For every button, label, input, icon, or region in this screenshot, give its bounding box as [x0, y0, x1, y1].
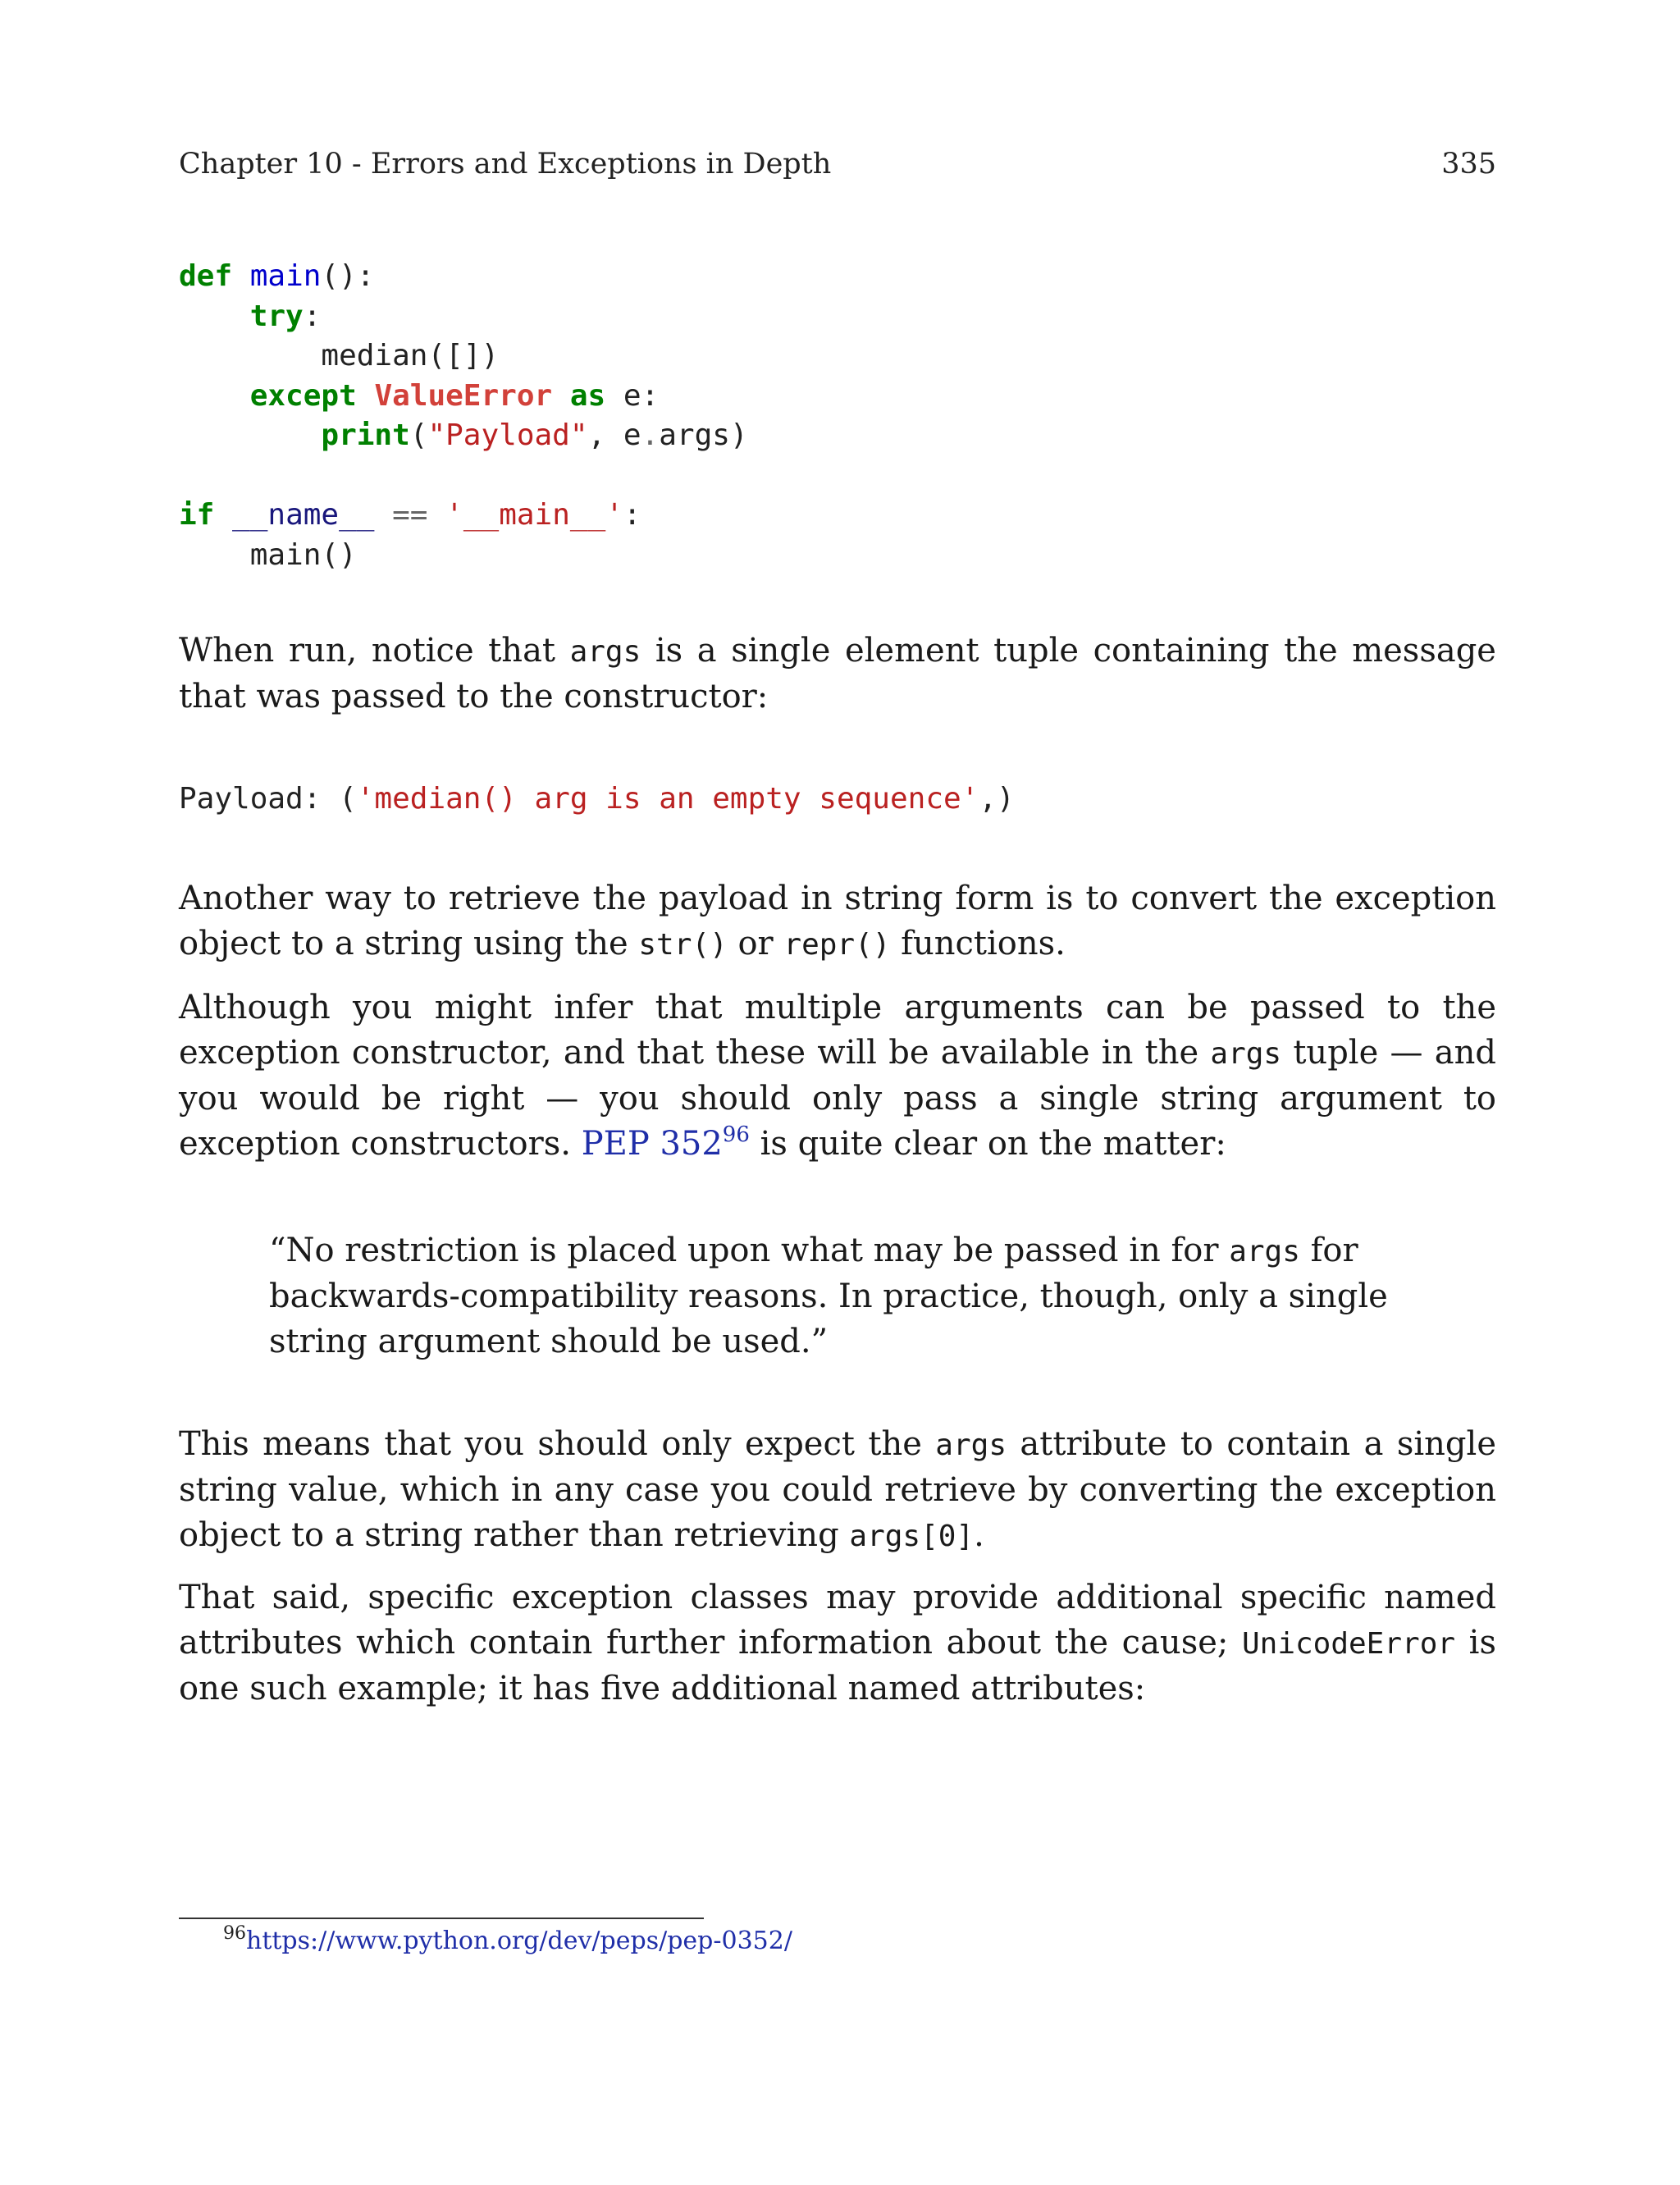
inline-code: args — [1210, 1037, 1282, 1071]
text: tuple — and you would be right — you should only pass a single string argument to exception constructors. — [179, 1034, 1496, 1163]
text: This means that you should only expect the — [179, 1425, 936, 1463]
code-var: e: — [623, 378, 660, 413]
code-line — [179, 336, 748, 377]
inline-code: args — [569, 635, 641, 669]
text: or — [727, 925, 784, 962]
chapter-header: Chapter 10 - Errors and Exceptions in Depth — [179, 148, 832, 181]
code-punct: : — [623, 498, 641, 532]
code-line — [179, 496, 748, 536]
code-var: , e — [587, 418, 641, 452]
output-text: Payload: ( — [179, 782, 357, 816]
text: attribute to contain a single string value, which in any case you could retrieve by converting the exception object to a string rather than retrieving — [179, 1425, 1496, 1554]
pep-link[interactable]: PEP 352 — [581, 1125, 723, 1163]
median-call: median([]) — [321, 339, 500, 373]
keyword-as: as — [569, 378, 606, 413]
inline-code: UnicodeError — [1241, 1627, 1456, 1661]
paragraph-str-repr — [179, 876, 1496, 967]
text: “No restriction is placed upon what may be passed in for — [269, 1232, 1230, 1269]
paragraph-unicode-error — [179, 1575, 1496, 1712]
exception-class: ValueError — [374, 378, 553, 413]
footnote-link[interactable]: https://www.python.org/dev/peps/pep-0352/ — [246, 1927, 792, 1955]
footnote — [223, 1923, 792, 1955]
text: is quite clear on the matter: — [749, 1125, 1226, 1163]
code-line — [179, 257, 748, 297]
text: Although you might infer that multiple arguments can be passed to the exception constructor, and that these will be available in the — [179, 989, 1496, 1072]
builtin-print: print — [321, 418, 410, 452]
keyword-try: try — [249, 299, 304, 333]
text: for backwards-compatibility reasons. In practice, though, only a single string argument should be used.” — [269, 1232, 1388, 1360]
keyword-except: except — [249, 378, 357, 413]
code-line — [179, 416, 748, 456]
text: When run, notice that — [179, 632, 570, 670]
code-string: '__main__' — [445, 498, 623, 532]
text: . — [974, 1516, 984, 1554]
footnote-ref[interactable]: 96 — [722, 1122, 750, 1147]
keyword-def: def — [179, 259, 233, 293]
text: That said, specific exception classes may provide additional specific named attributes which contain further information about the cause; — [179, 1579, 1496, 1662]
blockquote — [269, 1228, 1409, 1364]
inline-code: repr() — [783, 928, 891, 962]
paragraph-single-string — [179, 1422, 1496, 1559]
inline-code: str() — [638, 928, 728, 962]
main-call: main() — [249, 537, 357, 572]
text: is a single element tuple containing the message that was passed to the constructor: — [179, 632, 1496, 715]
dunder-name: __name__ — [232, 498, 375, 532]
page-number: 335 — [1441, 148, 1496, 181]
code-punct: ( — [409, 418, 428, 452]
function-name: main — [249, 259, 322, 293]
inline-code: args[0] — [849, 1520, 975, 1553]
footnote-number: 96 — [223, 1923, 246, 1944]
code-operator: . — [641, 418, 660, 452]
code-punct: (): — [321, 259, 375, 293]
code-punct: : — [303, 299, 322, 333]
output-block — [179, 779, 1015, 819]
inline-code: args — [935, 1428, 1007, 1462]
text: functions. — [890, 925, 1066, 962]
text: is one such example; it has five additional named attributes: — [179, 1624, 1496, 1707]
paragraph-multiple-args — [179, 985, 1496, 1167]
footnote-divider — [179, 1918, 704, 1919]
code-line — [179, 456, 748, 496]
code-operator: == — [392, 498, 428, 532]
paragraph-args-tuple — [179, 629, 1496, 720]
code-attr: args) — [659, 418, 748, 452]
inline-code: args — [1229, 1235, 1300, 1268]
code-block — [179, 257, 748, 575]
output-text: ,) — [979, 782, 1015, 816]
code-line — [179, 297, 748, 337]
code-line — [179, 536, 748, 576]
output-string: 'median() arg is an empty sequence' — [356, 782, 979, 816]
text: Another way to retrieve the payload in string form is to convert the exception object to a string using the — [179, 880, 1496, 962]
code-string: "Payload" — [427, 418, 588, 452]
keyword-if: if — [179, 498, 215, 532]
code-line — [179, 377, 748, 417]
